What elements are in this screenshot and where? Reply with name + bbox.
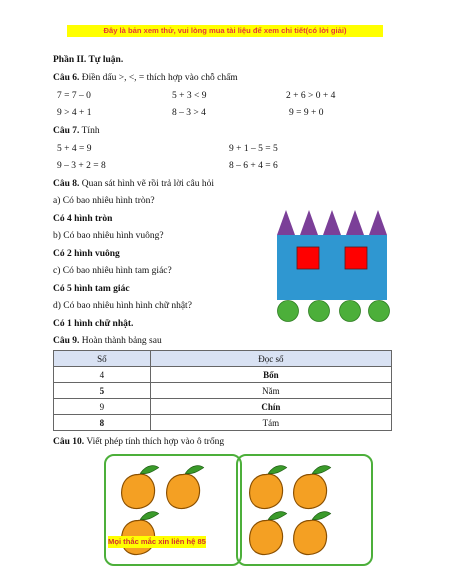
- q6-expr: 9 > 4 + 1: [57, 108, 92, 118]
- q7-label: Câu 7.: [53, 126, 80, 136]
- q6-expr: 5 + 3 < 9: [172, 91, 207, 101]
- q8-text: Quan sát hình vẽ rồi trả lời câu hỏi: [81, 179, 214, 189]
- q6-text: Điền dấu >, <, = thích hợp vào chỗ chấm: [81, 73, 238, 83]
- q6-label: Câu 6.: [53, 73, 80, 83]
- mango-icon: [294, 466, 331, 509]
- q9-text: Hoàn thành bảng sau: [81, 336, 162, 346]
- header-number: Số: [54, 351, 151, 367]
- cell-number: 5: [54, 383, 151, 399]
- q6-expr: 9 = 9 + 0: [289, 108, 324, 118]
- q8-answer: Có 4 hình tròn: [53, 214, 113, 224]
- preview-banner: Đây là bản xem thử, vui lòng mua tài liệu để xem chi tiết(có lời giải): [67, 25, 383, 37]
- q8-question: c) Có bao nhiêu hình tam giác?: [53, 266, 172, 276]
- q8-answer: Có 2 hình vuông: [53, 249, 120, 259]
- section-title: Phần II. Tự luận.: [53, 55, 124, 65]
- q6-expr: 8 – 3 > 4: [172, 108, 206, 118]
- q7-expr: 8 – 6 + 4 = 6: [229, 161, 278, 171]
- cell-number: 8: [54, 415, 151, 431]
- mango-icon: [250, 512, 287, 555]
- q8-question: a) Có bao nhiêu hình tròn?: [53, 196, 155, 206]
- cell-reading: Bốn: [150, 367, 391, 383]
- mango-icon: [122, 512, 159, 555]
- header-reading: Đọc số: [150, 351, 391, 367]
- mango-icon: [122, 466, 159, 509]
- q7-expr: 9 – 3 + 2 = 8: [57, 161, 106, 171]
- q10-text: Viết phép tính thích hợp vào ô trống: [86, 437, 225, 447]
- q7-expr: 5 + 4 = 9: [57, 144, 92, 154]
- q8-answer: Có 5 hình tam giác: [53, 284, 130, 294]
- q10-label: Câu 10.: [53, 437, 85, 447]
- q8-question: d) Có bao nhiêu hình hình chữ nhật?: [53, 301, 192, 311]
- contact-footer: Mọi thắc mắc xin liên hệ 85: [108, 537, 206, 546]
- q6-expr: 2 + 6 > 0 + 4: [286, 91, 336, 101]
- q7-text: Tính: [81, 126, 100, 136]
- cell-number: 9: [54, 399, 151, 415]
- q8-answer: Có 1 hình chữ nhật.: [53, 319, 134, 329]
- q8-question: b) Có bao nhiêu hình vuông?: [53, 231, 164, 241]
- q7-expr: 9 + 1 – 5 = 5: [229, 144, 278, 154]
- q8-label: Câu 8.: [53, 179, 80, 189]
- cell-reading: Năm: [150, 383, 391, 399]
- cell-number: 4: [54, 367, 151, 383]
- q9-label: Câu 9.: [53, 336, 80, 346]
- cell-reading: Chín: [150, 399, 391, 415]
- cell-reading: Tám: [150, 415, 391, 431]
- mango-icon: [250, 466, 287, 509]
- mango-icon: [167, 466, 204, 509]
- mango-icon: [294, 512, 331, 555]
- q6-expr: 7 = 7 – 0: [57, 91, 91, 101]
